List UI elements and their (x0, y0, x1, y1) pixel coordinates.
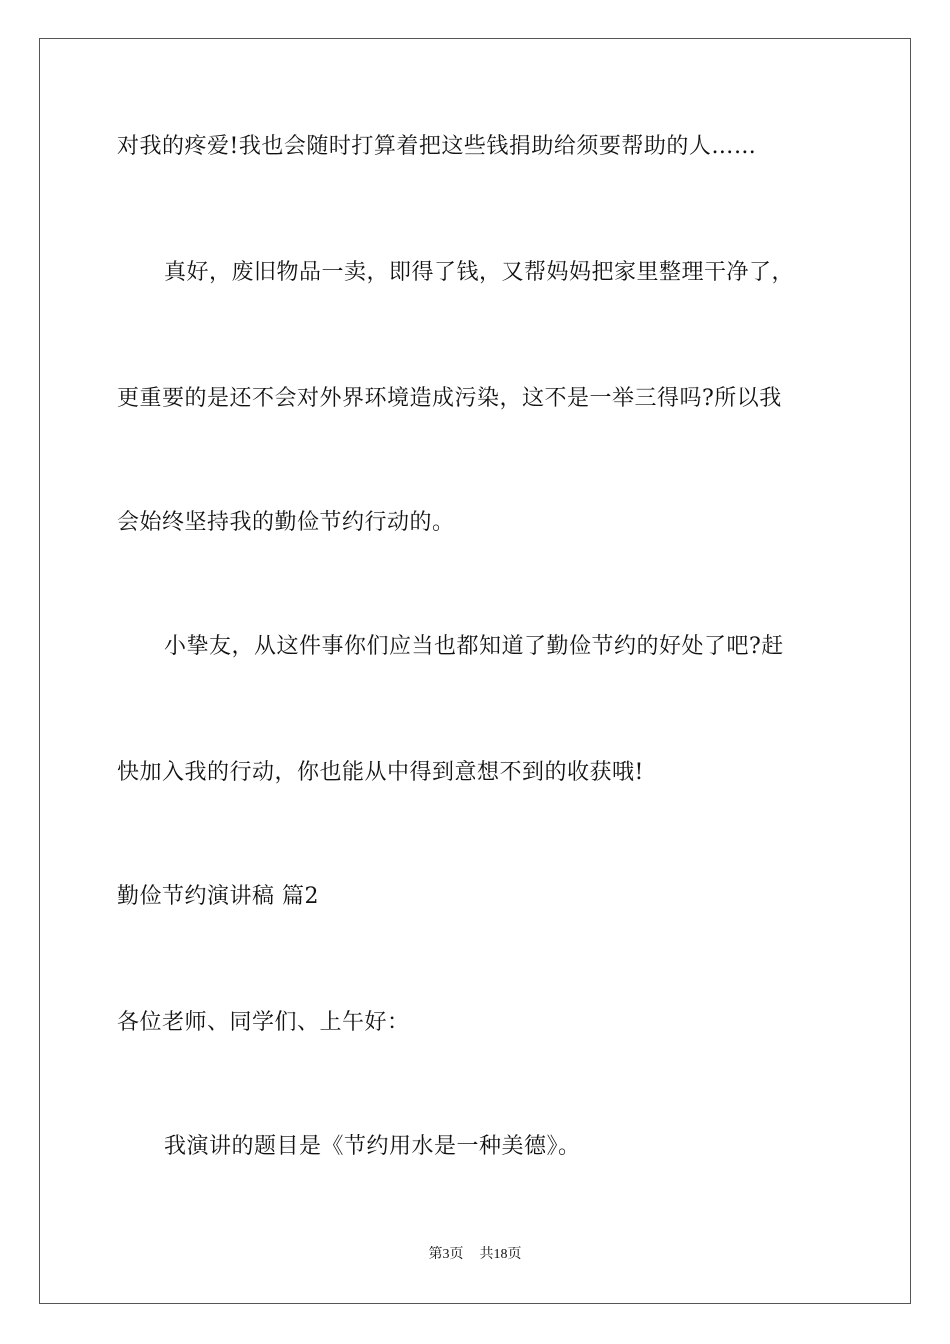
page-total: 共18页 (479, 1247, 522, 1262)
text-line-6: 快加入我的行动，你也能从中得到意想不到的收获哦! (117, 760, 644, 785)
text-line-1: 对我的疼爱!我也会随时打算着把这些钱捐助给须要帮助的人…… (117, 134, 757, 159)
section-heading: 勤俭节约演讲稿 篇2 (117, 884, 319, 909)
speech-title-line: 我演讲的题目是《节约用水是一种美德》。 (164, 1134, 581, 1159)
text-line-5: 小挚友，从这件事你们应当也都知道了勤俭节约的好处了吧?赶 (164, 634, 784, 659)
greeting-line: 各位老师、同学们、上午好： (117, 1010, 410, 1035)
page-number: 第3页 (428, 1247, 464, 1262)
text-line-2: 真好，废旧物品一卖，即得了钱，又帮妈妈把家里整理干净了， (164, 260, 795, 285)
text-line-3: 更重要的是还不会对外界环境造成污染，这不是一举三得吗?所以我 (117, 386, 782, 411)
page-border (39, 38, 911, 1304)
page-footer (0, 1246, 950, 1264)
text-line-4: 会始终坚持我的勤俭节约行动的。 (117, 510, 455, 535)
